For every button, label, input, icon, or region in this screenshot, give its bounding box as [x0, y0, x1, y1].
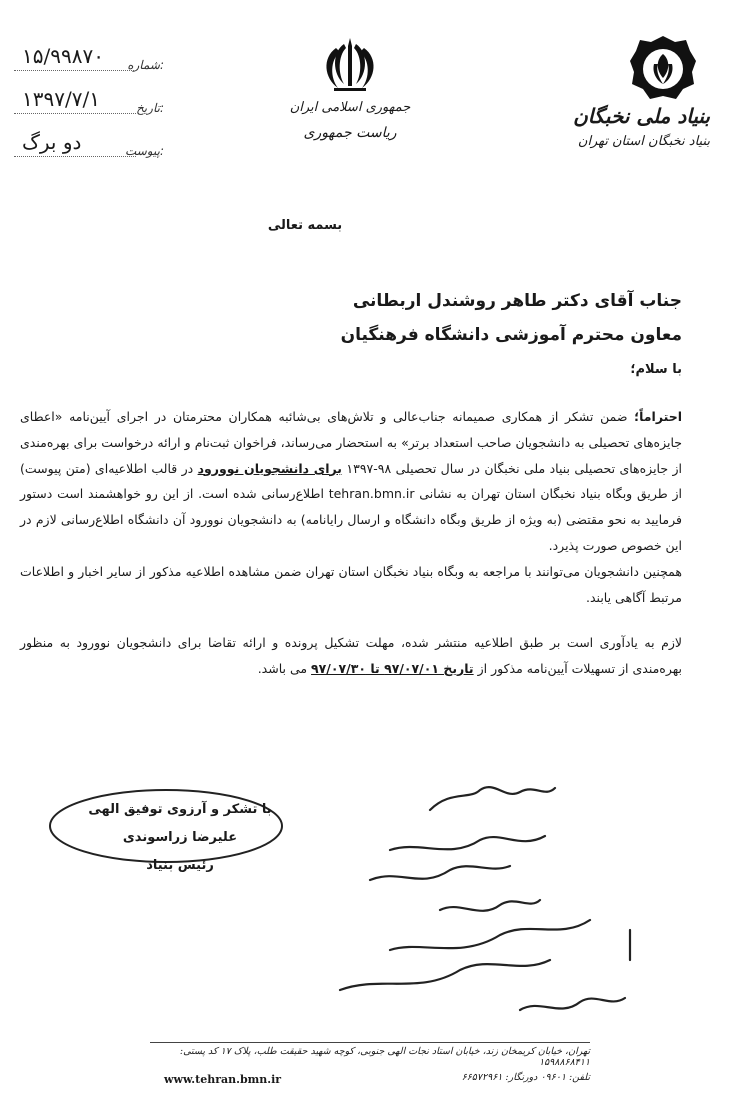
deadline-emphasis: تاریخ ۹۷/۰۷/۰۱ تا ۹۷/۰۷/۳۰ [311, 661, 474, 677]
letter-date: ۱۳۹۷/۷/۱ [22, 87, 100, 111]
date-row [14, 79, 164, 122]
body-paragraph-1 [20, 404, 682, 559]
letter-body [20, 404, 682, 682]
letter-number: ۱۵/۹۹۸۷۰ [22, 44, 104, 68]
footer-contact: تلفن: ۰۹۶۰۱ دورنگار: ۶۶۵۷۲۹۶۱ [461, 1072, 590, 1083]
body-text-span: ضمن تشکر از همکاری صمیمانه جناب‌عالی و تلاش‌های بی‌شائبه همکاران محترمتان در اجرای آیین‌نامه «اعطای جایزه‌های تحصیلی به دانشجویان صاحب استعداد برتر» به استحضار می‌رساند، فراخوان ثبت‌نام و ارائه درخواست برای بهره‌مندی از جایزه‌های تحصیلی بنیاد ملی نخبگان در سال تحصیلی ۹۸-۱۳۹۷ [20, 409, 682, 476]
iran-emblem-icon [310, 34, 390, 94]
body-text-span: لازم به یادآوری است بر طبق اطلاعیه منتشر شده، مهلت تشکیل پرونده و ارائه تقاضا برای دانشجویان نوورود به منظور بهره‌مندی از تسهیلات آیین‌نامه مذکور از [20, 635, 682, 677]
closing-line: با تشکر و آرزوی توفیق الهی [88, 802, 272, 817]
body-text-span: در قالب اطلاعیه‌ای (متن پیوست) از طریق وبگاه بنیاد نخبگان استان تهران به نشانی tehran.bmn.ir اطلاع‌رسانی شده است. از این رو خواهشمند است دستور فرمایید به نحو مقتضی (به ویژه از طریق وبگاه دانشگاه و ارسال رایانامه) به دانشجویان نوورود آن دانشگاه اطلاع‌رسانی لازم در این خصوص صورت پذیرد. [20, 460, 682, 553]
republic-title: جمهوری اسلامی ایران [289, 100, 411, 115]
number-row [14, 36, 164, 79]
footer-divider [150, 1042, 590, 1043]
foundation-header [570, 104, 710, 149]
signer-title: رئیس بنیاد [146, 858, 214, 873]
foundation-name: بنیاد ملی نخبگان [573, 104, 710, 128]
foundation-subname: بنیاد نخبگان استان تهران [577, 134, 710, 149]
date-underline [14, 113, 136, 114]
body-paragraph-3 [20, 630, 682, 682]
presidency-title: ریاست جمهوری [303, 125, 397, 141]
government-header [270, 100, 430, 141]
body-text-span: می باشد. [257, 661, 312, 677]
recipient-block [182, 284, 682, 352]
recipient-name: جناب آقای دکتر طاهر روشندل اربطانی [352, 291, 682, 311]
greeting: با سلام؛ [630, 362, 682, 377]
number-label: شماره: [127, 58, 164, 72]
attachment-label: پیوست: [124, 144, 164, 158]
attachment-underline [14, 156, 136, 157]
bmn-logo-icon [628, 34, 698, 104]
body-emphasis: برای دانشجویان نوورود [197, 460, 343, 476]
date-label: تاریخ: [136, 101, 164, 115]
number-underline [14, 70, 136, 71]
signature-block [80, 796, 280, 880]
letter-attachment: دو برگ [22, 130, 82, 154]
signer-name: علیرضا زراسوندی [122, 830, 238, 845]
attachment-row [14, 122, 164, 165]
paragraph-gap [20, 610, 682, 630]
recipient-title: معاون محترم آموزشی دانشگاه فرهنگیان [340, 325, 682, 345]
body-lead: احتراماً؛ [634, 409, 682, 424]
footer-address: تهران، خیابان کریمخان زند، خیابان استاد نجات الهی جنوبی، کوچه شهید حقیقت طلب، پلاک ۱۷ کد پستی: ۱۵۹۸۸۶۸۴۱۱ [179, 1046, 590, 1068]
bismillah: بسمه تعالی [267, 218, 343, 233]
body-paragraph-2: همچنین دانشجویان می‌توانند با مراجعه به وبگاه بنیاد نخبگان استان تهران ضمن مشاهده اطلاعیه مذکور از سایر اخبار و اطلاعات مرتبط آگاهی یابند. [20, 563, 682, 605]
handwritten-annotation [330, 770, 710, 1050]
footer-website[interactable]: www.tehran.bmn.ir [164, 1073, 282, 1086]
letter-meta [14, 36, 164, 165]
